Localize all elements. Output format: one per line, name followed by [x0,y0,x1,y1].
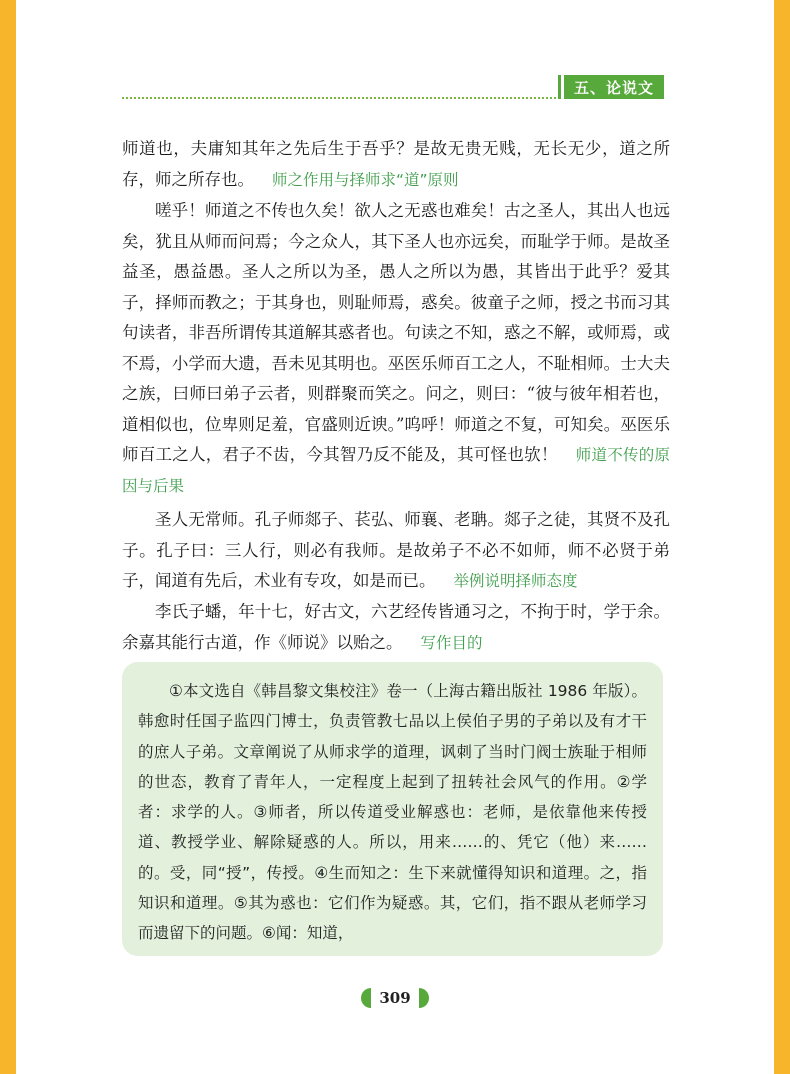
paragraph-2 [122,196,670,501]
paragraph-text: 嗟乎！师道之不传也久矣！欲人之无惑也难矣！古之圣人，其出人也远矣，犹且从师而问焉；今之众人，其下圣人也亦远矣，而耻学于师。是故圣益圣，愚益愚。圣人之所以为圣，愚人之所以为愚，其皆出于此乎？爱其子，择师而教之；于其身也，则耻师焉，惑矣。彼童子之师，授之书而习其句读者，非吾所谓传其道解其惑者也。句读之不知，惑之不解，或师焉，或不焉，小学而大遗，吾未见其明也。巫医乐师百工之人，不耻相师。士大夫之族，曰师曰弟子云者，则群聚而笑之。问之，则曰：“彼与彼年相若也，道相似也，位卑则足羞，官盛则近谀。”呜呼！师道之不复，可知矣。巫医乐师百工之人，君子不齿，今其智乃反不能及，其可怪也欤！ [122,201,670,464]
margin-gloss: 写作目的 [420,633,483,652]
margin-gloss: 师之作用与择师求“道”原则 [272,170,459,189]
footnotes-text: ①本文选自《韩昌黎文集校注》卷一（上海古籍出版社 1986 年版）。韩愈时任国子监四门博士，负责管教七品以上侯伯子男的子弟以及有才干的庶人子弟。文章阐说了从师求学的道理，讽刺了当时门阀士族耻于相师的世态，教育了青年人，一定程度上起到了扭转社会风气的作用。②学者：求学的人。③师者，所以传道受业解惑也：老师，是依靠他来传授道、教授学业、解除疑惑的人。所以，用来……的、凭它（他）来……的。受，同“授”，传授。④生而知之：生下来就懂得知识和道理。之，指知识和道理。⑤其为惑也：它们作为疑惑。其，它们，指不跟从老师学习而遗留下的问题。⑥闻：知道， [138,682,647,943]
header-dotted-rule [122,97,560,99]
page-number-badge [360,987,430,1009]
paragraph-text: 圣人无常师。孔子师郯子、苌弘、师襄、老聃。郯子之徒，其贤不及孔子。孔子曰：三人行，则必有我师。是故弟子不必不如师，师不必贤于弟子，闻道有先后，术业有专攻，如是而已。 [122,510,670,590]
paragraph-1 [122,134,670,195]
page-number-cap-left [361,988,371,1008]
left-page-edge [0,0,16,1074]
page-number-cap-right [419,988,429,1008]
margin-gloss: 举例说明择师态度 [453,572,578,590]
paragraph-text: 师道也，夫庸知其年之先后生于吾乎？是故无贵无贱，无长无少，道之所存，师之所存也。 [122,139,670,189]
paragraph-text: 李氏子蟠，年十七，好古文，六艺经传皆通习之，不拘于时，学于余。余嘉其能行古道，作《师说》以贻之。 [122,602,670,652]
page-number: 309 [379,989,411,1007]
margin-gloss: 师道不传的原因与后果 [122,446,670,495]
footnotes-box [122,662,663,956]
paragraph-4 [122,597,670,658]
right-page-edge [774,0,790,1074]
section-title: 五、论说文 [573,78,654,97]
paragraph-3 [122,505,670,597]
section-title-tab [564,75,664,99]
